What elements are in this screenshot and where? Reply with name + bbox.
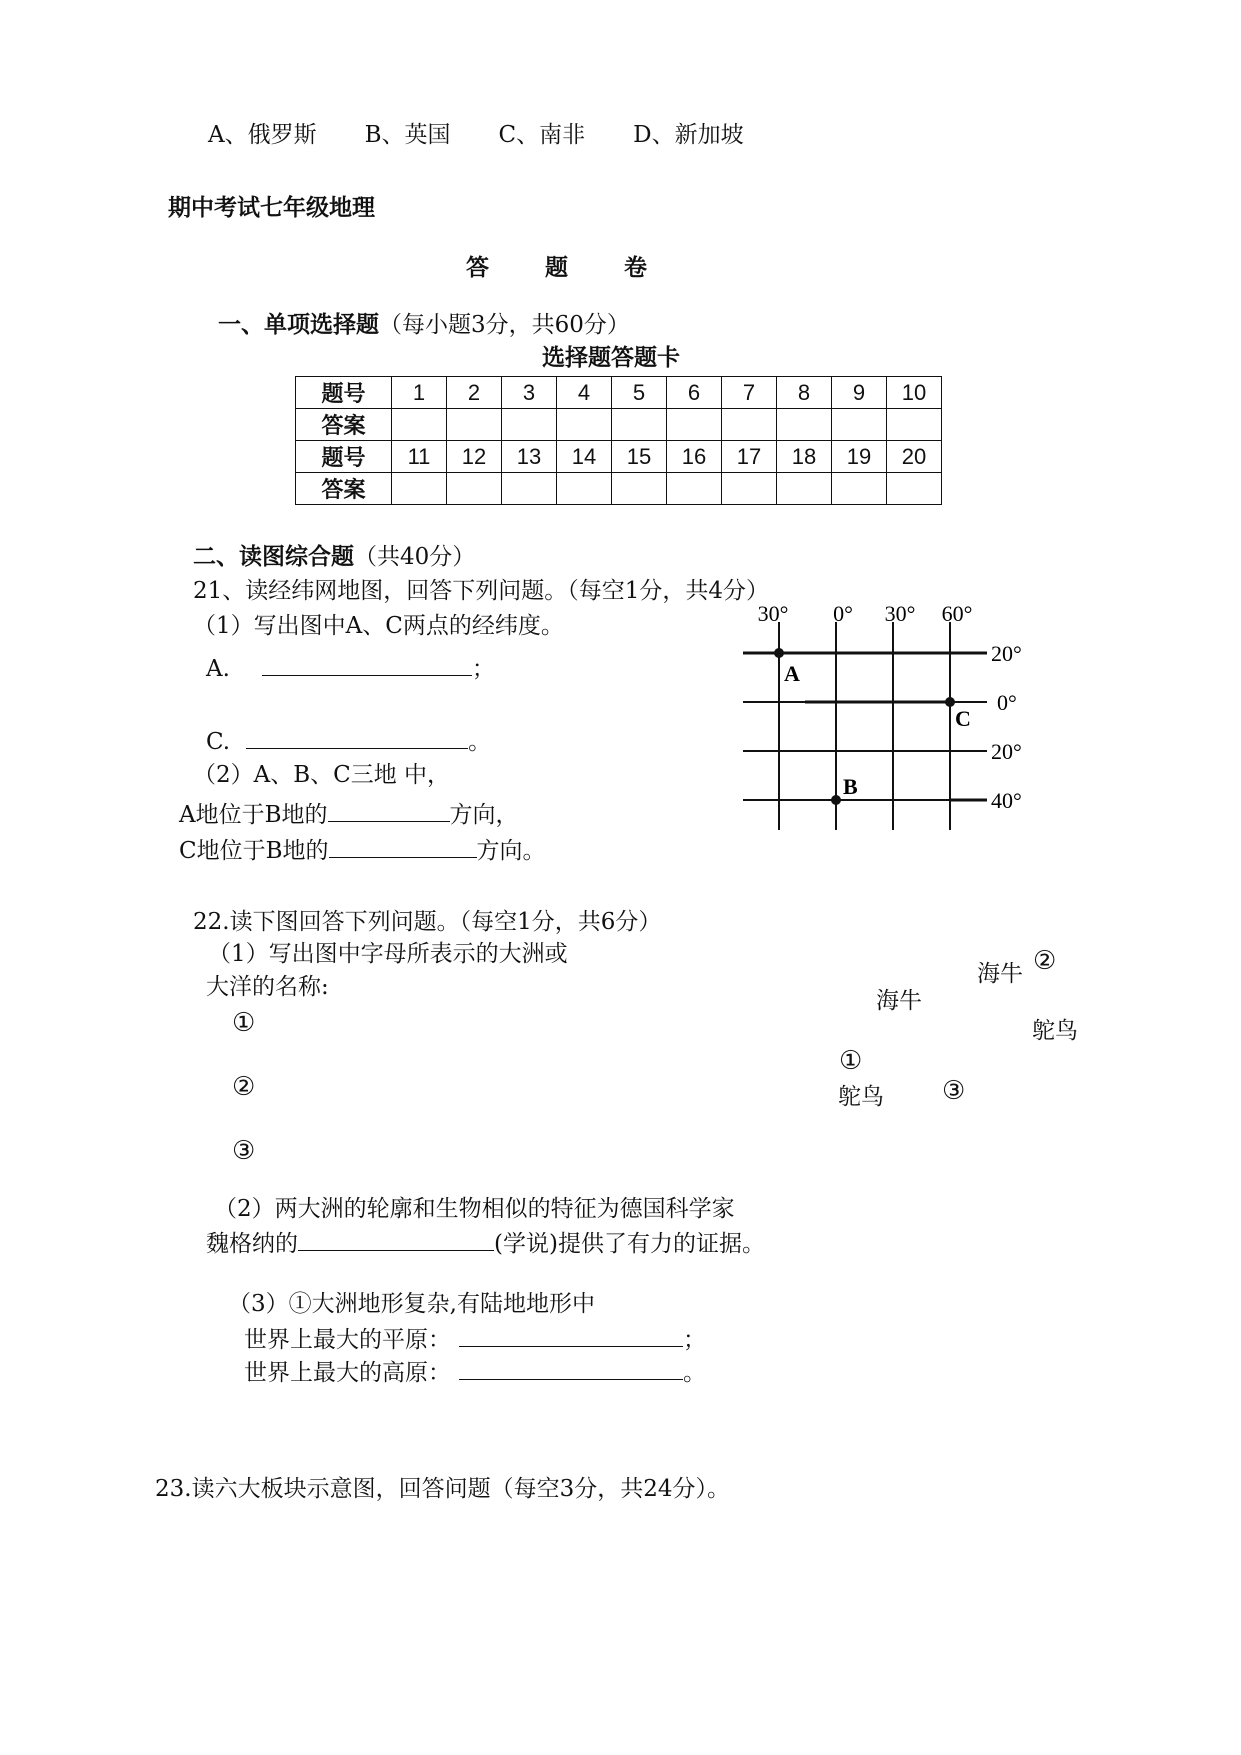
map-label-manatee: 海牛 xyxy=(876,988,922,1014)
q21-answer-a xyxy=(206,655,495,681)
q22-item-3: ③ xyxy=(232,1136,256,1166)
answer-cell[interactable] xyxy=(557,409,612,441)
question-number: 2 xyxy=(447,377,502,409)
lon-label: 0° xyxy=(833,601,853,626)
answer-cell[interactable] xyxy=(612,409,667,441)
section1-note: （每小题3分，共60分） xyxy=(379,312,630,338)
largest-plain-blank[interactable] xyxy=(459,1326,683,1347)
map-label-ostrich: 鸵鸟 xyxy=(838,1084,884,1110)
direction-a-suffix: 方向， xyxy=(449,802,519,828)
question-number: 9 xyxy=(832,377,887,409)
lat-label: 40° xyxy=(991,788,1022,813)
answer-c-label: C. xyxy=(206,729,231,755)
answer-c-blank[interactable] xyxy=(246,728,468,749)
q22-item-1: ① xyxy=(232,1008,256,1038)
question-number: 3 xyxy=(502,377,557,409)
answer-cell[interactable] xyxy=(447,473,502,505)
answer-cell[interactable] xyxy=(447,409,502,441)
option-a: A、俄罗斯 xyxy=(208,122,317,148)
answer-card-table xyxy=(295,376,942,505)
answer-cell[interactable] xyxy=(777,409,832,441)
direction-a-blank[interactable] xyxy=(328,801,450,822)
answer-cell[interactable] xyxy=(777,473,832,505)
q22-part1-line2: 大洋的名称: xyxy=(206,974,329,1000)
q21-part2: （2）A、B、C三地 中， xyxy=(193,762,451,788)
answer-cell[interactable] xyxy=(832,473,887,505)
q23-stem: 23.读六大板块示意图，回答问题（每空3分，共24分）。 xyxy=(155,1476,730,1502)
question-number: 1 xyxy=(392,377,447,409)
direction-c-blank[interactable] xyxy=(329,837,477,858)
answer-a-label: A. xyxy=(206,656,230,682)
question-number: 4 xyxy=(557,377,612,409)
largest-plateau-end: 。 xyxy=(683,1360,706,1386)
table-row xyxy=(296,377,942,409)
q21-part2-line-a xyxy=(179,801,519,827)
lon-label: 30° xyxy=(884,601,916,626)
option-d: D、新加坡 xyxy=(633,122,744,148)
lat-label: 20° xyxy=(991,739,1022,764)
table-row xyxy=(296,409,942,441)
q22-part2-line1: （2）两大洲的轮廓和生物相似的特征为德国科学家 xyxy=(214,1196,735,1222)
q22-item-2: ② xyxy=(232,1072,256,1102)
question-number: 10 xyxy=(887,377,942,409)
largest-plain-end: ； xyxy=(683,1327,706,1353)
answer-cell[interactable] xyxy=(667,473,722,505)
answer-cell[interactable] xyxy=(887,409,942,441)
wegener-prefix: 魏格纳的 xyxy=(206,1231,298,1257)
map-label-2: ② xyxy=(1033,946,1057,976)
section2-note: （共40分） xyxy=(354,544,476,570)
q22-stem: 22.读下图回答下列问题。（每空1分，共6分） xyxy=(193,909,662,935)
q22-part2-line2 xyxy=(206,1230,765,1256)
answer-cell[interactable] xyxy=(612,473,667,505)
question-number: 18 xyxy=(777,441,832,473)
row-label-number: 题号 xyxy=(296,377,392,409)
question-number: 19 xyxy=(832,441,887,473)
answer-cell[interactable] xyxy=(392,409,447,441)
question-number: 15 xyxy=(612,441,667,473)
exam-title: 期中考试七年级地理 xyxy=(168,195,375,221)
direction-c-suffix: 方向。 xyxy=(476,838,546,864)
largest-plain-prefix: 世界上最大的平原： xyxy=(244,1327,451,1353)
question-number: 20 xyxy=(887,441,942,473)
answer-cell[interactable] xyxy=(667,409,722,441)
sheet-title: 答 题 卷 xyxy=(466,255,672,281)
q22-part1-line1: （1）写出图中字母所表示的大洲或 xyxy=(208,941,568,967)
largest-plateau-prefix: 世界上最大的高原： xyxy=(244,1360,451,1386)
table-row xyxy=(296,441,942,473)
point-a xyxy=(774,648,784,658)
section1-title: 一、单项选择题 xyxy=(218,312,379,338)
lon-label: 30° xyxy=(757,601,789,626)
answer-cell[interactable] xyxy=(887,473,942,505)
question-number: 16 xyxy=(667,441,722,473)
question-number: 8 xyxy=(777,377,832,409)
row-label-answer: 答案 xyxy=(296,409,392,441)
map-label-ostrich: 鸵鸟 xyxy=(1032,1018,1078,1044)
question-number: 6 xyxy=(667,377,722,409)
q21-stem: 21、读经纬网地图，回答下列问题。（每空1分，共4分） xyxy=(193,578,770,604)
answer-cell[interactable] xyxy=(392,473,447,505)
answer-cell[interactable] xyxy=(557,473,612,505)
answer-c-end: 。 xyxy=(468,729,492,755)
previous-question-options xyxy=(208,124,744,147)
point-c-label: C xyxy=(955,706,971,731)
table-row xyxy=(296,473,942,505)
row-label-number: 题号 xyxy=(296,441,392,473)
map-label-manatee: 海牛 xyxy=(977,961,1023,987)
theory-blank[interactable] xyxy=(298,1230,494,1251)
answer-cell[interactable] xyxy=(502,409,557,441)
answer-cell[interactable] xyxy=(722,473,777,505)
lon-label: 60° xyxy=(941,601,973,626)
point-b-label: B xyxy=(843,774,858,799)
answer-a-blank[interactable] xyxy=(262,655,472,676)
direction-c-prefix: C地位于B地的 xyxy=(179,838,329,864)
section1-heading xyxy=(218,314,630,337)
question-number: 12 xyxy=(447,441,502,473)
row-label-answer: 答案 xyxy=(296,473,392,505)
option-c: C、南非 xyxy=(498,122,586,148)
map-label-1: ① xyxy=(839,1046,863,1076)
answer-cell[interactable] xyxy=(832,409,887,441)
answer-cell[interactable] xyxy=(722,409,777,441)
question-number: 7 xyxy=(722,377,777,409)
point-c xyxy=(945,697,955,707)
q22-part3-plateau xyxy=(244,1359,706,1385)
answer-cell[interactable] xyxy=(502,473,557,505)
question-number: 14 xyxy=(557,441,612,473)
q21-answer-c xyxy=(206,728,491,754)
q21-part1: （1）写出图中A、C两点的经纬度。 xyxy=(193,613,564,639)
question-number: 13 xyxy=(502,441,557,473)
point-b xyxy=(831,795,841,805)
answer-a-end: ； xyxy=(471,656,495,682)
answer-card-title: 选择题答题卡 xyxy=(542,345,680,371)
option-b: B、英国 xyxy=(364,122,451,148)
q21-part2-line-c xyxy=(179,837,546,863)
lat-label: 20° xyxy=(991,641,1022,666)
q22-part3: （3）①大洲地形复杂,有陆地地形中 xyxy=(228,1291,595,1317)
lat-lon-grid-map xyxy=(735,592,1075,832)
q22-part3-plain xyxy=(244,1326,706,1352)
point-a-label: A xyxy=(784,661,800,686)
lat-label: 0° xyxy=(997,690,1017,715)
question-number: 17 xyxy=(722,441,777,473)
section2-heading xyxy=(193,546,475,569)
largest-plateau-blank[interactable] xyxy=(459,1359,683,1380)
question-number: 11 xyxy=(392,441,447,473)
direction-a-prefix: A地位于B地的 xyxy=(179,802,328,828)
wegener-suffix: (学说)提供了有力的证据。 xyxy=(494,1231,765,1257)
question-number: 5 xyxy=(612,377,667,409)
map-label-3: ③ xyxy=(942,1076,966,1106)
section2-title: 二、读图综合题 xyxy=(193,544,354,570)
